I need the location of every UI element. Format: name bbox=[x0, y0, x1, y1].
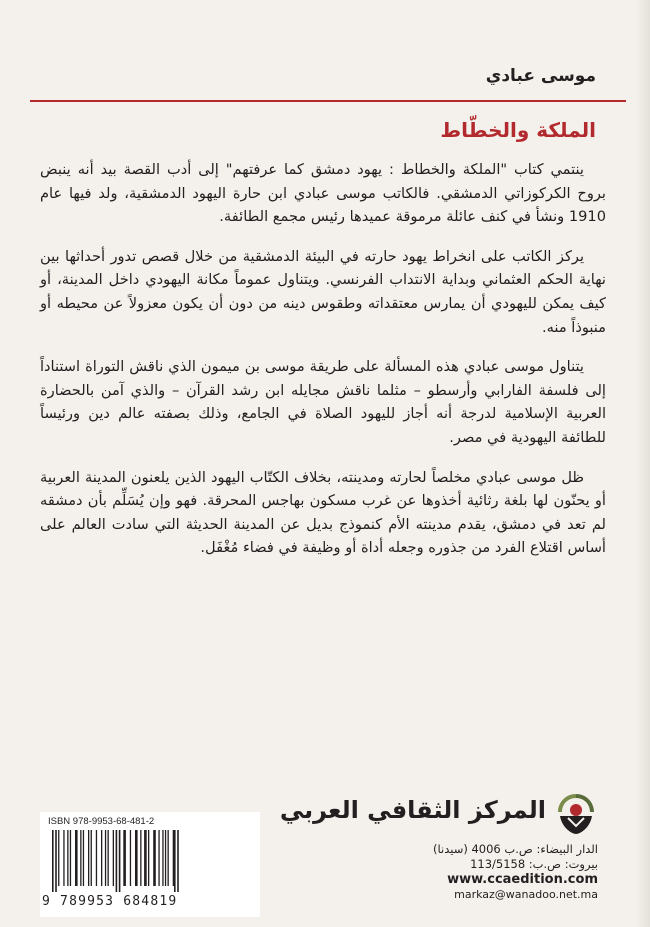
page-edge bbox=[636, 0, 650, 927]
barcode-bar bbox=[153, 830, 156, 886]
address-casablanca: الدار البيضاء: ص.ب 4006 (سيدنا) bbox=[433, 842, 598, 856]
barcode-bar bbox=[55, 830, 57, 892]
barcode-digits: 9 789953 684819 bbox=[42, 894, 178, 909]
barcode-bar bbox=[88, 830, 89, 886]
publisher-address bbox=[433, 842, 598, 902]
blurb bbox=[40, 158, 606, 576]
barcode-bar bbox=[165, 830, 166, 886]
barcode-bar bbox=[123, 830, 126, 886]
barcode-bar bbox=[63, 830, 64, 886]
website-link[interactable]: www.ccaedition.com bbox=[447, 872, 598, 887]
isbn-barcode bbox=[40, 812, 260, 917]
barcode-bar bbox=[135, 830, 138, 886]
barcode-bar bbox=[173, 830, 174, 886]
blurb-paragraph: يتناول موسى عبادي هذه المسألة على طريقة موسى بن ميمون الذي ناقش التوراة استناداً إلى فلسفة الفارابي وأرسطو – مثلما ناقش مجايله ابن رشد القرآن – والذي آمن بالحضارة العربية الإسلامية لدرجة أنه أجاز لليهود الصلاة في الجامع، وذلك بصفته عالم دين ورئيساً للطائفة اليهودية في مصر. bbox=[40, 358, 606, 446]
blurb-paragraph: ينتمي كتاب "الملكة والخطاط : يهود دمشق كما عرفتهم" إلى أدب القصة بيد أنه ينبض بروح الكركوزاتي الدمشقي. فالكاتب موسى عبادي ابن حارة اليهود الدمشقية، ولد فيها عام 1910 ونشأ في كنف عائلة مرموقة عميدها رئيس مجمع الطائفة. bbox=[40, 161, 606, 226]
logo-icon bbox=[554, 792, 598, 836]
barcode-bar bbox=[144, 830, 147, 886]
barcode-bar bbox=[140, 830, 141, 886]
barcode-bar bbox=[158, 830, 159, 886]
barcode-bar bbox=[91, 830, 92, 886]
barcode-bar bbox=[130, 830, 131, 886]
isbn-label: ISBN 978-9953-68-481-2 bbox=[48, 816, 155, 827]
barcode-bar bbox=[105, 830, 106, 886]
barcode-bar bbox=[174, 830, 176, 892]
barcode-bar bbox=[58, 830, 59, 886]
author-name: موسى عبادي bbox=[485, 66, 596, 86]
barcode-bar bbox=[168, 830, 169, 886]
email-link[interactable]: markaz@wanadoo.net.ma bbox=[454, 888, 598, 901]
publisher-name: المركز الثقافي العربي bbox=[279, 796, 546, 824]
barcode-bar bbox=[177, 830, 179, 892]
address-beirut: بيروت: ص.ب: 113/5158 bbox=[470, 857, 598, 871]
barcode-bar bbox=[75, 830, 78, 886]
barcode-bar bbox=[80, 830, 81, 886]
barcode-bar bbox=[116, 830, 118, 892]
barcode-bars bbox=[48, 830, 252, 892]
book-title: الملكة والخطّاط bbox=[440, 118, 596, 142]
barcode-bar bbox=[52, 830, 54, 892]
blurb-paragraph: يركز الكاتب على انخراط يهود حارته في البيئة الدمشقية من خلال قصص تدور أحداثها بين نهاية الحكم العثماني وبداية الانتداب الفرنسي. ويتناول عموماً مكانة اليهودي داخل المدينة، أو كيف يمكن لليهودي أن يمارس معتقداته وطقوس دينه من دون أن يكون معزولاً عن محيطه أو منبوذاً منه. bbox=[40, 247, 606, 336]
barcode-bar bbox=[148, 830, 149, 886]
divider bbox=[30, 100, 626, 102]
barcode-bar bbox=[113, 830, 114, 886]
barcode-bar bbox=[83, 830, 84, 886]
barcode-bar bbox=[96, 830, 97, 886]
barcode-bar bbox=[108, 830, 109, 886]
barcode-bar bbox=[119, 830, 121, 892]
barcode-bar bbox=[70, 830, 71, 886]
barcode-bar bbox=[101, 830, 102, 886]
blurb-paragraph: ظل موسى عبادي مخلصاً لحارته ومدينته، بخلاف الكتّاب اليهود الذين يلعنون المدينة العربية أو يحنّون لها بلغة رثائية أخذوها عن غرب مسكون بهاجس المحرقة. فهو وإن يُسَلِّم بأن دمشقه لم تعد في دمشق، يقدم مدينته الأم كنموذج بديل عن المدينة الحديثة التي سادت العالم على أساس اقتلاع الفرد من جذوره وجعله أداة أو وظيفة في فضاء مُغْفَل. bbox=[40, 468, 606, 557]
barcode-bar bbox=[162, 830, 163, 886]
barcode-bar bbox=[67, 830, 68, 886]
